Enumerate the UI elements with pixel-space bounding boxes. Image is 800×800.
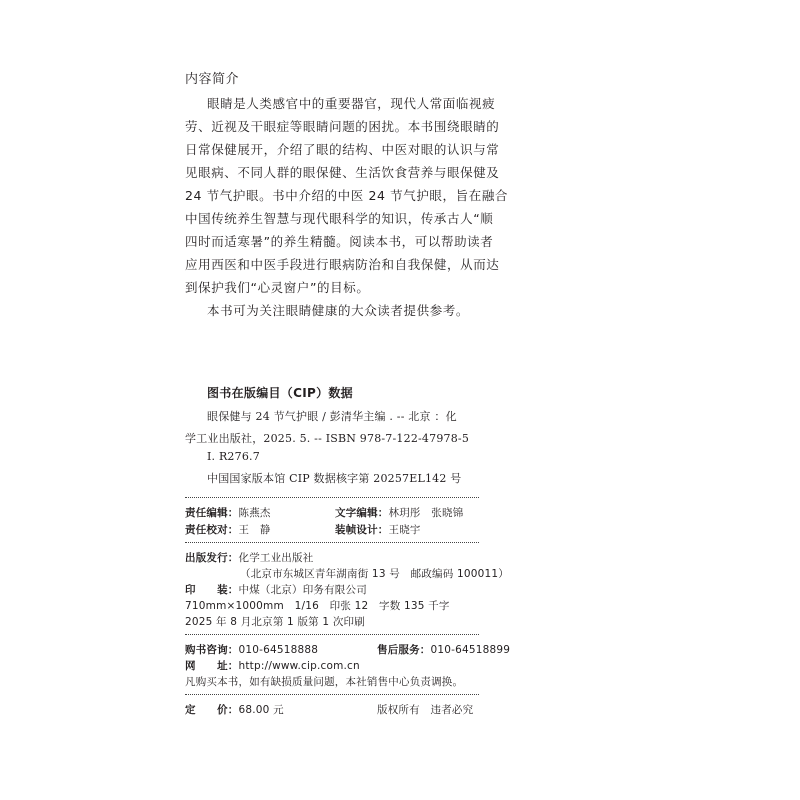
printer-info: 印 装：中煤（北京）印务有限公司 — [185, 584, 367, 596]
website-link[interactable]: http://www.cip.com.cn — [238, 660, 360, 672]
staff-row-1 — [185, 505, 479, 521]
format-info: 710mm×1000mm 1/16 印张 12 字数 135 千字 — [185, 600, 450, 612]
intro-line: 眼睛是人类感官中的重要器官，现代人常面临视疲 — [207, 96, 496, 111]
intro-paragraph-1 — [185, 92, 509, 322]
text-editor-info: 文字编辑：林玥彤 张晓锦 — [335, 507, 464, 519]
publisher-address: （北京市东城区青年湖南街 13 号 邮政编码 100011） — [240, 568, 509, 580]
notice: 凡购买本书，如有缺损质量问题，本社销售中心负责调换。 — [185, 676, 464, 688]
intro-line: 见眼病、不同人群的眼保健、生活饮食营养与眼保健及 — [185, 165, 500, 180]
intro-line: 四时而适寒暑”的养生精髓。阅读本书，可以帮助读者 — [185, 234, 494, 249]
purchase-info: 购书咨询：010-64518888 — [185, 644, 319, 656]
copyright-notice: 版权所有 违者必究 — [377, 704, 474, 716]
proofreader-info: 责任校对：王 静 — [185, 524, 271, 536]
cip-record-number: 中国国家版本馆 CIP 数据核字第 20257EL142 号 — [207, 472, 462, 485]
intro-paragraph-2: 本书可为关注眼睛健康的大众读者提供参考。 — [207, 303, 470, 318]
contact-row — [185, 642, 511, 658]
cip-line-1: 眼保健与 24 节气护眼 / 彭清华主编 . -- 北京 ：化 — [207, 410, 457, 423]
intro-line: 应用西医和中医手段进行眼病防治和自我保健，从而达 — [185, 257, 500, 272]
divider — [185, 694, 479, 695]
design-info: 装帧设计：王晓宇 — [335, 524, 421, 536]
intro-line: 日常保健展开，介绍了眼的结构、中医对眼的认识与常 — [185, 142, 500, 157]
intro-line: 中国传统养生智慧与现代眼科学的知识，传承古人“顺 — [185, 211, 494, 226]
divider — [185, 634, 479, 635]
price-info: 定 价：68.00 元 — [185, 704, 284, 716]
intro-line: 24 节气护眼。书中介绍的中医 24 节气护眼，旨在融合 — [185, 188, 509, 203]
price-row — [185, 702, 479, 718]
intro-line: 劳、近视及干眼症等眼睛问题的困扰。本书围绕眼睛的 — [185, 119, 500, 134]
edition-info: 2025 年 8 月北京第 1 版第 1 次印刷 — [185, 616, 365, 628]
staff-row-2 — [185, 522, 479, 538]
cip-classification: Ⅰ. R276.7 — [207, 450, 260, 463]
intro-title: 内容简介 — [185, 72, 240, 87]
intro-line: 到保护我们“心灵窗户”的目标。 — [185, 280, 370, 295]
divider — [185, 497, 479, 498]
cip-line-2: 学工业出版社，2025. 5. -- ISBN 978-7-122-47978-5 — [185, 432, 470, 445]
cip-title: 图书在版编目（CIP）数据 — [207, 386, 353, 400]
divider — [185, 542, 479, 543]
publisher-info: 出版发行：化学工业出版社 — [185, 552, 314, 564]
website-info: 网 址：http://www.cip.com.cn — [185, 660, 360, 672]
editor-info: 责任编辑：陈燕杰 — [185, 507, 271, 519]
service-info: 售后服务：010-64518899 — [377, 644, 511, 656]
